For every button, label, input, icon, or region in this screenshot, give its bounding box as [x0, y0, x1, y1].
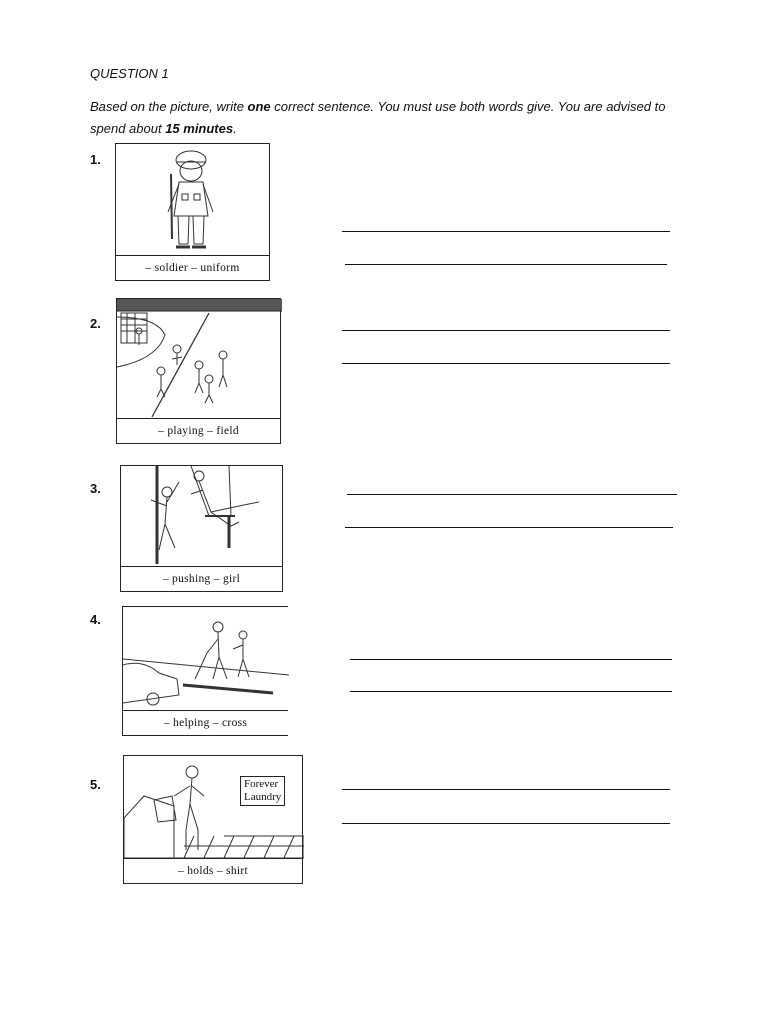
answer-line-4b[interactable]	[350, 691, 672, 692]
crossing-illustration	[123, 607, 289, 713]
question-number-5: 5.	[90, 777, 101, 792]
question-number-3: 3.	[90, 481, 101, 496]
instructions-bold-2: 15 minutes	[165, 121, 234, 136]
instructions	[90, 96, 690, 140]
picture-1-soldier	[115, 143, 270, 281]
answer-line-1b[interactable]	[345, 264, 667, 265]
answer-line-3b[interactable]	[345, 527, 673, 528]
picture-5-caption: – holds – shirt	[124, 858, 302, 883]
question-heading: QUESTION 1	[90, 66, 169, 81]
answer-line-5b[interactable]	[342, 823, 670, 824]
field-illustration	[117, 299, 282, 421]
picture-2-field	[116, 298, 281, 444]
laundry-shop-sign	[240, 776, 285, 806]
instructions-text-3: .	[233, 121, 237, 136]
instructions-bold-1: one	[247, 99, 271, 114]
answer-line-2b[interactable]	[342, 363, 670, 364]
question-number-4: 4.	[90, 612, 101, 627]
answer-line-5a[interactable]	[342, 789, 670, 790]
soldier-illustration	[116, 144, 271, 258]
answer-line-3a[interactable]	[347, 494, 677, 495]
question-number-2: 2.	[90, 316, 101, 331]
sign-line-2: Laundry	[244, 791, 282, 803]
instructions-text-2: correct sentence. You must use both words give. You are advised to spend about	[90, 99, 666, 136]
picture-3-swing	[120, 465, 283, 592]
sign-line-1: Forever	[244, 778, 279, 790]
picture-2-caption: – playing – field	[117, 418, 280, 443]
picture-5-laundry	[123, 755, 303, 884]
swing-illustration	[121, 466, 284, 569]
laundry-illustration	[124, 756, 304, 861]
picture-4-caption: – helping – cross	[123, 710, 288, 735]
answer-line-2a[interactable]	[342, 330, 670, 331]
instructions-text-1: Based on the picture, write	[90, 99, 248, 114]
picture-4-crossing	[122, 606, 288, 736]
answer-line-4a[interactable]	[350, 659, 672, 660]
picture-3-caption: – pushing – girl	[121, 566, 282, 591]
picture-1-caption: – soldier – uniform	[116, 255, 269, 280]
answer-line-1a[interactable]	[342, 231, 670, 232]
question-number-1: 1.	[90, 152, 101, 167]
